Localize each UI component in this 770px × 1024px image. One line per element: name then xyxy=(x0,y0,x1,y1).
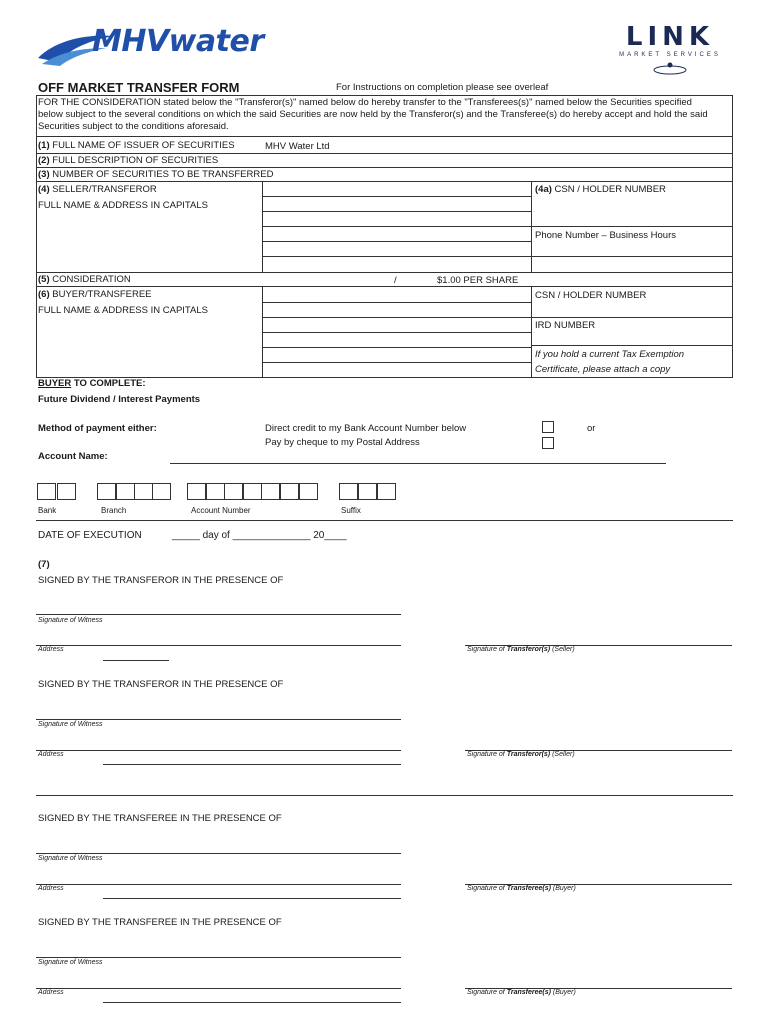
seller-label: (4) SELLER/TRANSFEROR xyxy=(38,184,157,195)
ird-label: IRD NUMBER xyxy=(535,320,596,331)
witness-sig-label-3: Signature of Witness xyxy=(38,855,103,862)
buyer-line-5[interactable] xyxy=(262,362,532,363)
link-drop-icon xyxy=(650,60,690,76)
cheque-label: Pay by cheque to my Postal Address xyxy=(265,437,420,448)
address-line-2b[interactable] xyxy=(103,764,401,765)
address-label-4: Address xyxy=(38,989,64,996)
or-label: or xyxy=(587,423,596,434)
date-execution-field[interactable]: _____ day of ______________ 20____ xyxy=(172,530,347,541)
buyer-csn-label: CSN / HOLDER NUMBER xyxy=(535,290,647,301)
form-title: OFF MARKET TRANSFER FORM xyxy=(38,80,240,95)
account-name-field[interactable] xyxy=(170,463,666,464)
transferee-heading-1: SIGNED BY THE TRANSFEREE IN THE PRESENCE OF xyxy=(38,813,282,824)
consideration-statement: FOR THE CONSIDERATION stated below the "Transferor(s)" named below do hereby transfer to the "Transferees(s)" named below the Securities specified below subject to the several conditions on which the said Securities are now held by the Transferor(s) and the Transferee(s) do hereby accept and hold the said Securities subject to the conditions aforesaid. xyxy=(38,97,708,132)
seller-line-2[interactable] xyxy=(262,211,532,212)
future-payments-label: Future Dividend / Interest Payments xyxy=(38,394,201,405)
link-logo-subtext: MARKET SERVICES xyxy=(619,52,721,58)
account-number-label: Account Number xyxy=(191,506,251,515)
phone-label: Phone Number – Business Hours xyxy=(535,230,676,241)
witness-sig-label-2: Signature of Witness xyxy=(38,721,103,728)
buyer-line-4[interactable] xyxy=(262,347,532,348)
suffix-label: Suffix xyxy=(341,506,361,515)
address-label-2: Address xyxy=(38,751,64,758)
buyer-line-3[interactable] xyxy=(262,332,532,333)
address-line-1[interactable] xyxy=(36,645,401,646)
bank-label: Bank xyxy=(38,506,57,515)
seller-line-3[interactable] xyxy=(262,226,532,227)
address-line-4[interactable] xyxy=(36,988,401,989)
address-line-1b[interactable] xyxy=(103,660,169,661)
witness-sig-line-4[interactable] xyxy=(36,957,401,958)
transferee-heading-2: SIGNED BY THE TRANSFEREE IN THE PRESENCE OF xyxy=(38,917,282,928)
transferor-heading-2: SIGNED BY THE TRANSFEROR IN THE PRESENCE OF xyxy=(38,679,284,690)
address-label-1: Address xyxy=(38,646,64,653)
consideration-value: $1.00 PER SHARE xyxy=(437,275,519,286)
mhv-logo xyxy=(36,22,316,72)
buyer-line-2[interactable] xyxy=(262,317,532,318)
witness-sig-label-1: Signature of Witness xyxy=(38,617,103,624)
transferor-sig-label-1: Signature of Transferor(s) (Seller) xyxy=(467,646,575,653)
buyer-label: (6) BUYER/TRANSFEREE xyxy=(38,289,152,300)
buyer-line-1[interactable] xyxy=(262,302,532,303)
branch-label: Branch xyxy=(101,506,127,515)
csn-4a-label: (4a) CSN / HOLDER NUMBER xyxy=(535,184,666,195)
transferee-sig-label-2: Signature of Transferee(s) (Buyer) xyxy=(467,989,576,996)
link-logo xyxy=(610,22,730,82)
buyer-complete-heading: BUYER TO COMPLETE: xyxy=(38,378,146,389)
witness-sig-line-2[interactable] xyxy=(36,719,401,720)
buyer-sub-label: FULL NAME & ADDRESS IN CAPITALS xyxy=(38,305,208,316)
direct-credit-checkbox[interactable] xyxy=(542,421,554,433)
tax-note-1: If you hold a current Tax Exemption xyxy=(535,349,685,360)
date-execution-label: DATE OF EXECUTION xyxy=(38,530,142,541)
seller-sub-label: FULL NAME & ADDRESS IN CAPITALS xyxy=(38,200,208,211)
transferee-sig-label-1: Signature of Transferee(s) (Buyer) xyxy=(467,885,576,892)
tax-note-2: Certificate, please attach a copy xyxy=(535,364,671,375)
description-label: (2) FULL DESCRIPTION OF SECURITIES xyxy=(38,155,219,166)
address-line-3b[interactable] xyxy=(103,898,401,899)
mhv-logo-text: MHVwater xyxy=(92,24,264,59)
direct-credit-label: Direct credit to my Bank Account Number below xyxy=(265,423,467,434)
seller-line-1[interactable] xyxy=(262,196,532,197)
transferor-sig-label-2: Signature of Transferor(s) (Seller) xyxy=(467,751,575,758)
section-7-label: (7) xyxy=(38,559,50,570)
address-line-4b[interactable] xyxy=(103,1002,401,1003)
witness-sig-line-3[interactable] xyxy=(36,853,401,854)
transferor-heading-1: SIGNED BY THE TRANSFEROR IN THE PRESENCE OF xyxy=(38,575,284,586)
address-line-3[interactable] xyxy=(36,884,401,885)
address-line-2[interactable] xyxy=(36,750,401,751)
address-label-3: Address xyxy=(38,885,64,892)
number-label: (3) NUMBER OF SECURITIES TO BE TRANSFERRED xyxy=(38,169,274,180)
instructions-note: For Instructions on completion please see overleaf xyxy=(336,82,549,93)
consideration-label: (5) CONSIDERATION xyxy=(38,274,131,285)
link-logo-text: LINK xyxy=(625,22,715,52)
cheque-checkbox[interactable] xyxy=(542,437,554,449)
issuer-value[interactable]: MHV Water Ltd xyxy=(265,141,330,152)
seller-line-4[interactable] xyxy=(262,241,532,242)
method-label: Method of payment either: xyxy=(38,423,157,434)
account-name-label: Account Name: xyxy=(38,451,108,462)
consideration-slash: / xyxy=(394,275,397,286)
seller-line-5[interactable] xyxy=(262,256,532,257)
witness-sig-line-1[interactable] xyxy=(36,614,401,615)
issuer-label: (1) FULL NAME OF ISSUER OF SECURITIES xyxy=(38,140,235,151)
witness-sig-label-4: Signature of Witness xyxy=(38,959,103,966)
